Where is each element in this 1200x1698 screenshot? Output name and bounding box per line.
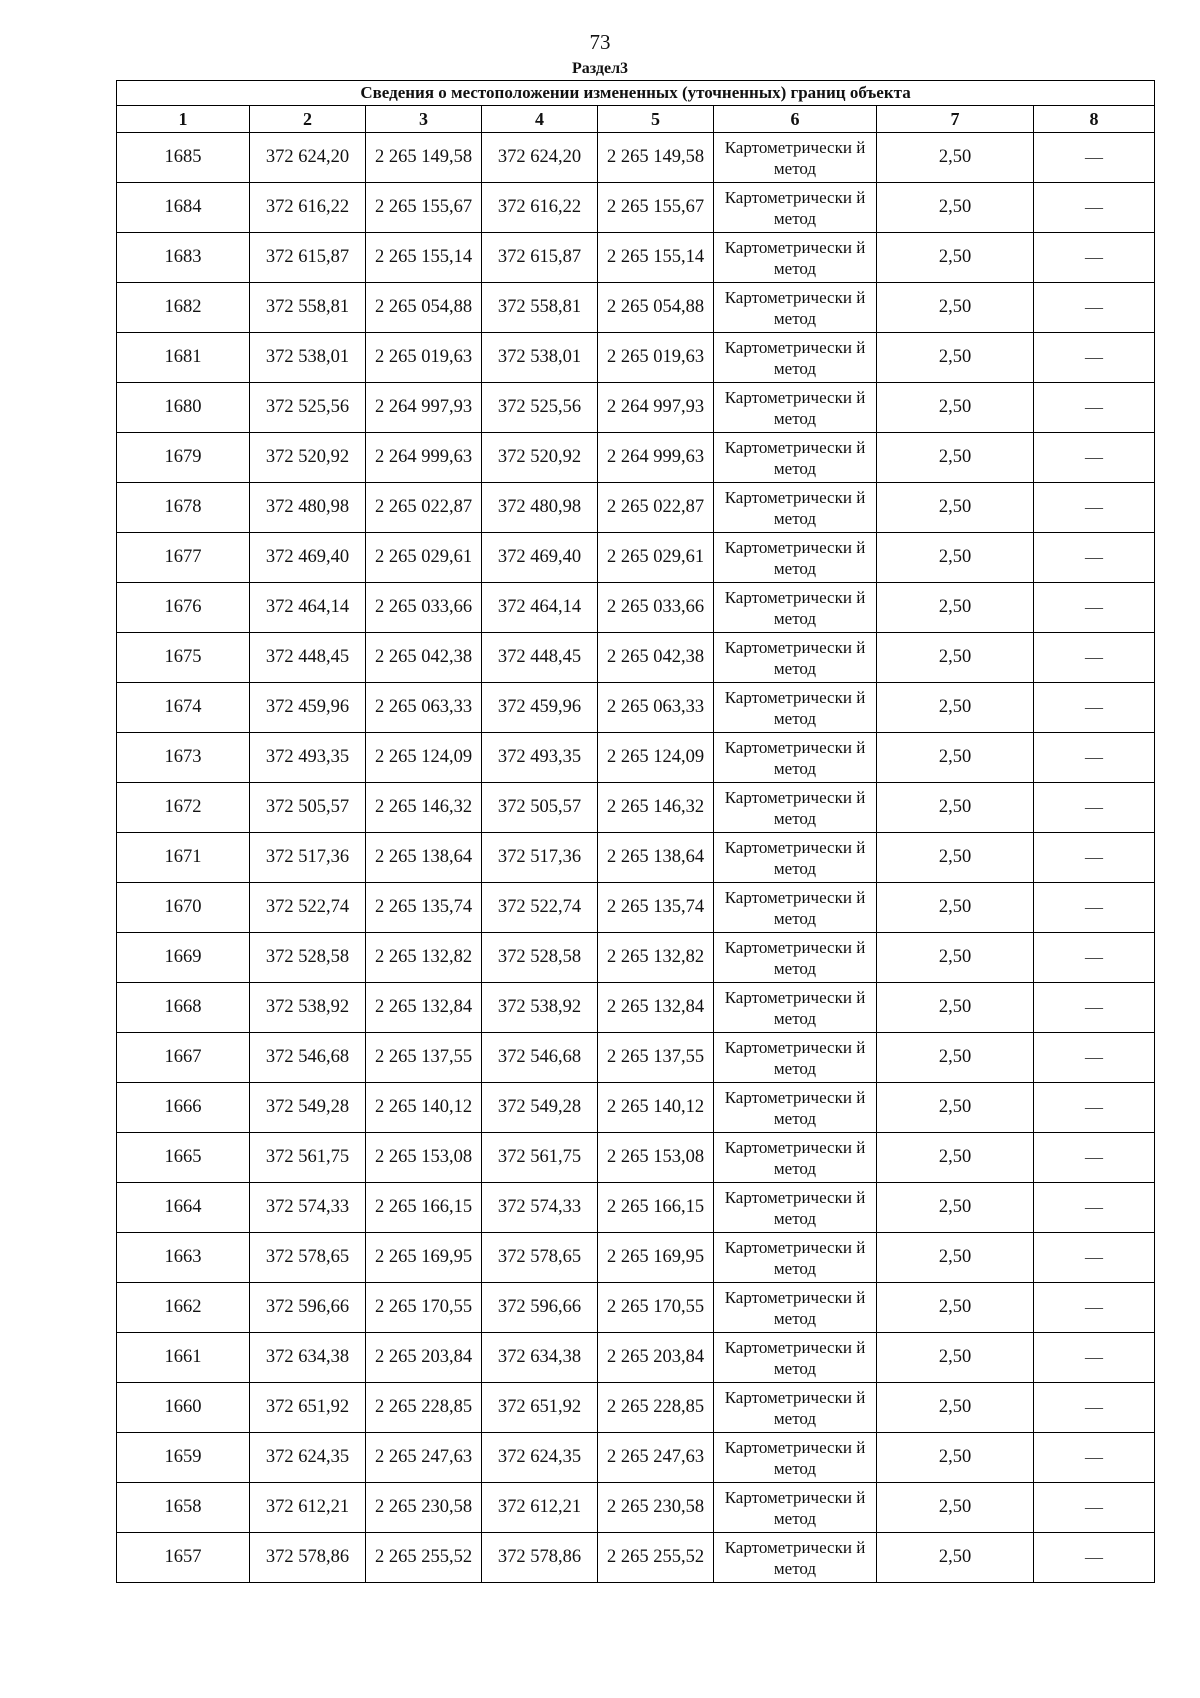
cell-description: — (1034, 1333, 1155, 1383)
cell-old-x: 372 651,92 (250, 1383, 366, 1433)
cell-old-x: 372 459,96 (250, 683, 366, 733)
cell-accuracy: 2,50 (877, 583, 1034, 633)
cell-description: — (1034, 933, 1155, 983)
cell-old-x: 372 546,68 (250, 1033, 366, 1083)
cell-description: — (1034, 183, 1155, 233)
cell-old-y: 2 265 203,84 (366, 1333, 482, 1383)
cell-new-x: 372 612,21 (482, 1483, 598, 1533)
cell-old-y: 2 265 247,63 (366, 1433, 482, 1483)
cell-point-number: 1677 (117, 533, 250, 583)
cell-description: — (1034, 533, 1155, 583)
cell-new-y: 2 265 033,66 (598, 583, 714, 633)
cell-old-x: 372 520,92 (250, 433, 366, 483)
cell-method: Картометрически й метод (714, 1333, 877, 1383)
cell-old-y: 2 265 228,85 (366, 1383, 482, 1433)
boundary-coordinates-table (116, 80, 1155, 1583)
cell-description: — (1034, 383, 1155, 433)
cell-point-number: 1668 (117, 983, 250, 1033)
cell-point-number: 1679 (117, 433, 250, 483)
cell-old-x: 372 578,65 (250, 1233, 366, 1283)
cell-point-number: 1662 (117, 1283, 250, 1333)
table-row (117, 783, 1155, 833)
cell-old-y: 2 265 132,84 (366, 983, 482, 1033)
cell-old-y: 2 265 135,74 (366, 883, 482, 933)
column-number: 3 (366, 106, 482, 133)
cell-accuracy: 2,50 (877, 1533, 1034, 1583)
cell-description: — (1034, 1433, 1155, 1483)
cell-old-y: 2 265 153,08 (366, 1133, 482, 1183)
cell-point-number: 1674 (117, 683, 250, 733)
cell-description: — (1034, 1383, 1155, 1433)
cell-old-y: 2 264 999,63 (366, 433, 482, 483)
cell-description: — (1034, 883, 1155, 933)
cell-new-x: 372 464,14 (482, 583, 598, 633)
table-row (117, 983, 1155, 1033)
cell-accuracy: 2,50 (877, 1383, 1034, 1433)
cell-new-x: 372 546,68 (482, 1033, 598, 1083)
cell-description: — (1034, 1083, 1155, 1133)
cell-new-x: 372 634,38 (482, 1333, 598, 1383)
table-row (117, 1183, 1155, 1233)
cell-accuracy: 2,50 (877, 133, 1034, 183)
cell-new-x: 372 616,22 (482, 183, 598, 233)
cell-method: Картометрически й метод (714, 583, 877, 633)
table-row (117, 1083, 1155, 1133)
cell-old-y: 2 265 169,95 (366, 1233, 482, 1283)
cell-new-y: 2 264 999,63 (598, 433, 714, 483)
column-number: 2 (250, 106, 366, 133)
cell-method: Картометрически й метод (714, 183, 877, 233)
cell-description: — (1034, 433, 1155, 483)
cell-accuracy: 2,50 (877, 433, 1034, 483)
table-row (117, 533, 1155, 583)
cell-new-y: 2 265 230,58 (598, 1483, 714, 1533)
cell-description: — (1034, 483, 1155, 533)
cell-old-x: 372 615,87 (250, 233, 366, 283)
cell-new-x: 372 520,92 (482, 433, 598, 483)
cell-old-x: 372 624,20 (250, 133, 366, 183)
cell-point-number: 1657 (117, 1533, 250, 1583)
cell-accuracy: 2,50 (877, 683, 1034, 733)
cell-new-x: 372 624,35 (482, 1433, 598, 1483)
column-number-row (117, 106, 1155, 133)
cell-description: — (1034, 133, 1155, 183)
cell-description: — (1034, 733, 1155, 783)
table-row (117, 833, 1155, 883)
cell-new-y: 2 265 042,38 (598, 633, 714, 683)
cell-old-y: 2 265 170,55 (366, 1283, 482, 1333)
table-row (117, 683, 1155, 733)
cell-point-number: 1681 (117, 333, 250, 383)
cell-method: Картометрически й метод (714, 1533, 877, 1583)
cell-new-y: 2 265 124,09 (598, 733, 714, 783)
cell-old-x: 372 448,45 (250, 633, 366, 683)
table-row (117, 883, 1155, 933)
cell-new-x: 372 574,33 (482, 1183, 598, 1233)
cell-new-x: 372 517,36 (482, 833, 598, 883)
cell-old-y: 2 265 255,52 (366, 1533, 482, 1583)
cell-new-x: 372 561,75 (482, 1133, 598, 1183)
cell-new-y: 2 265 140,12 (598, 1083, 714, 1133)
cell-accuracy: 2,50 (877, 283, 1034, 333)
table-row (117, 583, 1155, 633)
table-row (117, 633, 1155, 683)
column-number: 8 (1034, 106, 1155, 133)
cell-new-x: 372 538,92 (482, 983, 598, 1033)
cell-accuracy: 2,50 (877, 1483, 1034, 1533)
cell-method: Картометрически й метод (714, 983, 877, 1033)
cell-method: Картометрически й метод (714, 733, 877, 783)
cell-new-y: 2 265 135,74 (598, 883, 714, 933)
cell-old-x: 372 493,35 (250, 733, 366, 783)
cell-accuracy: 2,50 (877, 333, 1034, 383)
cell-description: — (1034, 783, 1155, 833)
cell-accuracy: 2,50 (877, 1333, 1034, 1383)
cell-description: — (1034, 283, 1155, 333)
cell-old-x: 372 480,98 (250, 483, 366, 533)
cell-old-y: 2 264 997,93 (366, 383, 482, 433)
cell-accuracy: 2,50 (877, 783, 1034, 833)
column-number: 1 (117, 106, 250, 133)
cell-old-x: 372 596,66 (250, 1283, 366, 1333)
page-number: 73 (589, 30, 611, 54)
cell-new-y: 2 265 054,88 (598, 283, 714, 333)
cell-description: — (1034, 333, 1155, 383)
cell-old-x: 372 517,36 (250, 833, 366, 883)
cell-old-y: 2 265 146,32 (366, 783, 482, 833)
table-row (117, 283, 1155, 333)
cell-accuracy: 2,50 (877, 1133, 1034, 1183)
cell-old-y: 2 265 019,63 (366, 333, 482, 383)
cell-old-x: 372 538,01 (250, 333, 366, 383)
cell-point-number: 1660 (117, 1383, 250, 1433)
table-row (117, 433, 1155, 483)
cell-new-x: 372 538,01 (482, 333, 598, 383)
cell-new-x: 372 651,92 (482, 1383, 598, 1433)
cell-old-y: 2 265 033,66 (366, 583, 482, 633)
cell-new-x: 372 448,45 (482, 633, 598, 683)
cell-old-y: 2 265 042,38 (366, 633, 482, 683)
table-row (117, 1333, 1155, 1383)
cell-new-y: 2 265 153,08 (598, 1133, 714, 1183)
cell-old-x: 372 634,38 (250, 1333, 366, 1383)
cell-point-number: 1682 (117, 283, 250, 333)
cell-old-y: 2 265 054,88 (366, 283, 482, 333)
cell-point-number: 1671 (117, 833, 250, 883)
cell-accuracy: 2,50 (877, 1233, 1034, 1283)
cell-old-x: 372 538,92 (250, 983, 366, 1033)
cell-new-y: 2 265 228,85 (598, 1383, 714, 1433)
cell-accuracy: 2,50 (877, 183, 1034, 233)
cell-method: Картометрически й метод (714, 333, 877, 383)
column-number: 5 (598, 106, 714, 133)
table-row (117, 1283, 1155, 1333)
cell-accuracy: 2,50 (877, 933, 1034, 983)
cell-point-number: 1658 (117, 1483, 250, 1533)
table-row (117, 333, 1155, 383)
cell-method: Картометрически й метод (714, 533, 877, 583)
cell-old-y: 2 265 155,67 (366, 183, 482, 233)
cell-point-number: 1661 (117, 1333, 250, 1383)
cell-method: Картометрически й метод (714, 233, 877, 283)
cell-accuracy: 2,50 (877, 733, 1034, 783)
cell-new-y: 2 265 169,95 (598, 1233, 714, 1283)
cell-point-number: 1680 (117, 383, 250, 433)
cell-accuracy: 2,50 (877, 833, 1034, 883)
cell-method: Картометрически й метод (714, 1183, 877, 1233)
cell-new-x: 372 469,40 (482, 533, 598, 583)
table-row (117, 1483, 1155, 1533)
cell-description: — (1034, 633, 1155, 683)
cell-new-x: 372 493,35 (482, 733, 598, 783)
cell-old-y: 2 265 137,55 (366, 1033, 482, 1083)
cell-method: Картометрически й метод (714, 133, 877, 183)
cell-old-x: 372 561,75 (250, 1133, 366, 1183)
cell-new-y: 2 265 203,84 (598, 1333, 714, 1383)
cell-point-number: 1684 (117, 183, 250, 233)
cell-method: Картометрически й метод (714, 1233, 877, 1283)
table-row (117, 483, 1155, 533)
cell-method: Картометрически й метод (714, 283, 877, 333)
cell-point-number: 1670 (117, 883, 250, 933)
cell-new-y: 2 265 149,58 (598, 133, 714, 183)
cell-point-number: 1685 (117, 133, 250, 183)
cell-old-x: 372 464,14 (250, 583, 366, 633)
cell-method: Картометрически й метод (714, 933, 877, 983)
cell-new-y: 2 265 247,63 (598, 1433, 714, 1483)
cell-description: — (1034, 583, 1155, 633)
cell-accuracy: 2,50 (877, 383, 1034, 433)
cell-method: Картометрически й метод (714, 683, 877, 733)
cell-new-x: 372 624,20 (482, 133, 598, 183)
cell-old-x: 372 616,22 (250, 183, 366, 233)
table-row (117, 183, 1155, 233)
table-row (117, 1133, 1155, 1183)
cell-new-x: 372 528,58 (482, 933, 598, 983)
cell-point-number: 1663 (117, 1233, 250, 1283)
cell-method: Картометрически й метод (714, 1483, 877, 1533)
cell-accuracy: 2,50 (877, 483, 1034, 533)
cell-point-number: 1672 (117, 783, 250, 833)
cell-method: Картометрически й метод (714, 633, 877, 683)
cell-point-number: 1673 (117, 733, 250, 783)
cell-new-x: 372 558,81 (482, 283, 598, 333)
table-body (117, 133, 1155, 1583)
cell-description: — (1034, 233, 1155, 283)
cell-point-number: 1683 (117, 233, 250, 283)
table-row (117, 233, 1155, 283)
cell-new-y: 2 265 063,33 (598, 683, 714, 733)
cell-description: — (1034, 1133, 1155, 1183)
table-row (117, 1233, 1155, 1283)
cell-old-y: 2 265 166,15 (366, 1183, 482, 1233)
table-row (117, 1383, 1155, 1433)
cell-method: Картометрически й метод (714, 1133, 877, 1183)
cell-old-x: 372 612,21 (250, 1483, 366, 1533)
cell-accuracy: 2,50 (877, 533, 1034, 583)
cell-method: Картометрически й метод (714, 383, 877, 433)
table-row (117, 383, 1155, 433)
cell-new-y: 2 265 137,55 (598, 1033, 714, 1083)
cell-new-y: 2 265 155,67 (598, 183, 714, 233)
cell-new-y: 2 265 019,63 (598, 333, 714, 383)
cell-old-x: 372 525,56 (250, 383, 366, 433)
cell-point-number: 1666 (117, 1083, 250, 1133)
cell-description: — (1034, 1483, 1155, 1533)
cell-new-x: 372 596,66 (482, 1283, 598, 1333)
cell-method: Картометрически й метод (714, 783, 877, 833)
cell-point-number: 1676 (117, 583, 250, 633)
cell-old-x: 372 624,35 (250, 1433, 366, 1483)
cell-point-number: 1678 (117, 483, 250, 533)
cell-old-y: 2 265 149,58 (366, 133, 482, 183)
cell-new-x: 372 459,96 (482, 683, 598, 733)
cell-new-x: 372 522,74 (482, 883, 598, 933)
cell-method: Картометрически й метод (714, 433, 877, 483)
cell-accuracy: 2,50 (877, 1083, 1034, 1133)
cell-method: Картометрически й метод (714, 1433, 877, 1483)
cell-accuracy: 2,50 (877, 633, 1034, 683)
table-row (117, 733, 1155, 783)
cell-accuracy: 2,50 (877, 233, 1034, 283)
cell-description: — (1034, 1233, 1155, 1283)
cell-old-x: 372 528,58 (250, 933, 366, 983)
cell-old-y: 2 265 230,58 (366, 1483, 482, 1533)
table-title: Сведения о местоположении измененных (уточненных) границ объекта (117, 81, 1155, 106)
cell-old-x: 372 505,57 (250, 783, 366, 833)
table-row (117, 133, 1155, 183)
cell-old-x: 372 549,28 (250, 1083, 366, 1133)
cell-old-y: 2 265 140,12 (366, 1083, 482, 1133)
cell-new-y: 2 265 138,64 (598, 833, 714, 883)
cell-new-y: 2 265 166,15 (598, 1183, 714, 1233)
cell-new-x: 372 549,28 (482, 1083, 598, 1133)
cell-accuracy: 2,50 (877, 1283, 1034, 1333)
cell-accuracy: 2,50 (877, 1033, 1034, 1083)
cell-new-x: 372 578,86 (482, 1533, 598, 1583)
cell-old-y: 2 265 124,09 (366, 733, 482, 783)
cell-old-x: 372 522,74 (250, 883, 366, 933)
cell-old-y: 2 265 029,61 (366, 533, 482, 583)
cell-description: — (1034, 983, 1155, 1033)
cell-new-y: 2 265 146,32 (598, 783, 714, 833)
section-label: Раздел3 (571, 60, 629, 77)
cell-old-x: 372 578,86 (250, 1533, 366, 1583)
cell-accuracy: 2,50 (877, 983, 1034, 1033)
cell-description: — (1034, 833, 1155, 883)
cell-method: Картометрически й метод (714, 1383, 877, 1433)
table-row (117, 933, 1155, 983)
cell-new-x: 372 525,56 (482, 383, 598, 433)
table-row (117, 1433, 1155, 1483)
cell-point-number: 1665 (117, 1133, 250, 1183)
cell-method: Картометрически й метод (714, 1033, 877, 1083)
cell-point-number: 1675 (117, 633, 250, 683)
cell-point-number: 1664 (117, 1183, 250, 1233)
column-number: 6 (714, 106, 877, 133)
cell-method: Картометрически й метод (714, 833, 877, 883)
cell-description: — (1034, 1033, 1155, 1083)
cell-new-x: 372 505,57 (482, 783, 598, 833)
cell-new-y: 2 264 997,93 (598, 383, 714, 433)
cell-old-x: 372 558,81 (250, 283, 366, 333)
cell-new-y: 2 265 022,87 (598, 483, 714, 533)
cell-new-y: 2 265 155,14 (598, 233, 714, 283)
cell-description: — (1034, 1283, 1155, 1333)
cell-old-y: 2 265 022,87 (366, 483, 482, 533)
cell-old-y: 2 265 155,14 (366, 233, 482, 283)
cell-method: Картометрически й метод (714, 1283, 877, 1333)
cell-new-y: 2 265 132,84 (598, 983, 714, 1033)
cell-new-y: 2 265 170,55 (598, 1283, 714, 1333)
cell-accuracy: 2,50 (877, 1183, 1034, 1233)
cell-new-x: 372 480,98 (482, 483, 598, 533)
cell-method: Картометрически й метод (714, 1083, 877, 1133)
cell-old-x: 372 574,33 (250, 1183, 366, 1233)
cell-description: — (1034, 683, 1155, 733)
cell-new-y: 2 265 029,61 (598, 533, 714, 583)
cell-old-y: 2 265 138,64 (366, 833, 482, 883)
cell-accuracy: 2,50 (877, 1433, 1034, 1483)
cell-point-number: 1659 (117, 1433, 250, 1483)
column-number: 4 (482, 106, 598, 133)
cell-point-number: 1669 (117, 933, 250, 983)
cell-method: Картометрически й метод (714, 483, 877, 533)
cell-new-y: 2 265 132,82 (598, 933, 714, 983)
cell-point-number: 1667 (117, 1033, 250, 1083)
column-number: 7 (877, 106, 1034, 133)
cell-description: — (1034, 1533, 1155, 1583)
table-row (117, 1033, 1155, 1083)
cell-old-x: 372 469,40 (250, 533, 366, 583)
cell-accuracy: 2,50 (877, 883, 1034, 933)
cell-method: Картометрически й метод (714, 883, 877, 933)
cell-old-y: 2 265 063,33 (366, 683, 482, 733)
cell-new-x: 372 615,87 (482, 233, 598, 283)
cell-description: — (1034, 1183, 1155, 1233)
cell-new-y: 2 265 255,52 (598, 1533, 714, 1583)
cell-new-x: 372 578,65 (482, 1233, 598, 1283)
table-row (117, 1533, 1155, 1583)
cell-old-y: 2 265 132,82 (366, 933, 482, 983)
